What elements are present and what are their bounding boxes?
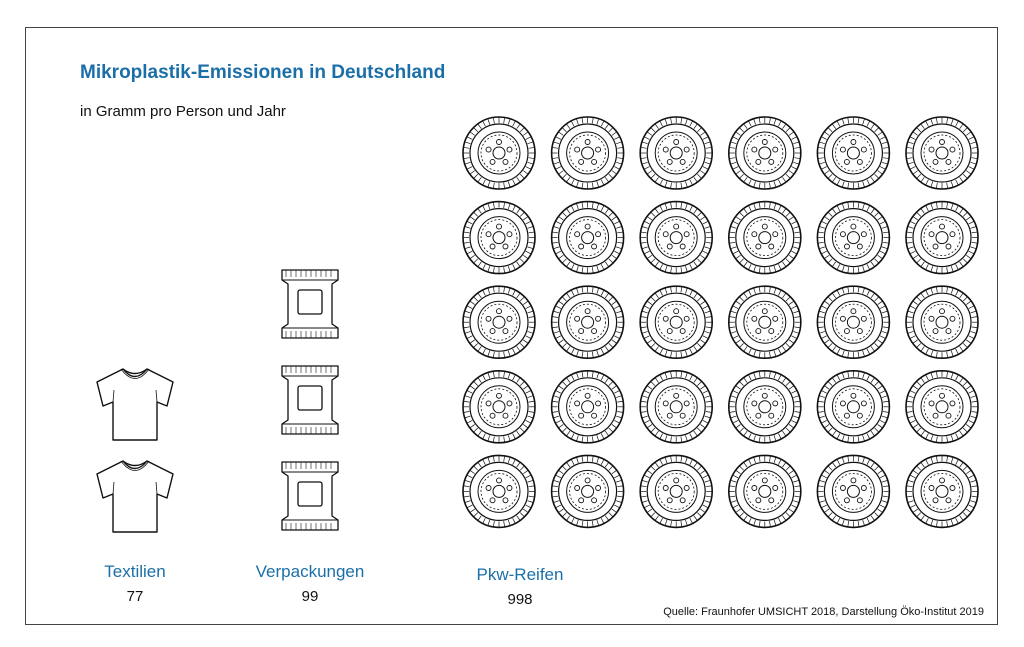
packaging-icon (282, 462, 338, 530)
chart-title: Mikroplastik-Emissionen in Deutschland (80, 62, 446, 83)
tire-icon (729, 202, 801, 274)
t-shirt-icon (97, 369, 173, 440)
tire-icon (552, 202, 624, 274)
category-textilien (55, 562, 215, 605)
tire-icon (640, 371, 712, 443)
tire-icon (817, 202, 889, 274)
category-label: Textilien (104, 562, 166, 581)
tire-icon (817, 455, 889, 527)
tire-icon (729, 371, 801, 443)
tire-icon (552, 286, 624, 358)
category-value: 99 (301, 588, 319, 605)
tire-icon (817, 117, 889, 189)
tire-icon (729, 286, 801, 358)
tire-icon (906, 455, 978, 527)
tire-icon (463, 286, 535, 358)
tire-icon (906, 202, 978, 274)
category-value: 77 (126, 588, 144, 605)
category-pkw-reifen (440, 565, 600, 608)
chart-subtitle: in Gramm pro Person und Jahr (80, 103, 286, 120)
category-verpackungen (230, 562, 390, 605)
tire-icon (906, 117, 978, 189)
category-value: 998 (507, 591, 533, 608)
category-label: Pkw-Reifen (476, 565, 564, 584)
category-label: Verpackungen (255, 562, 365, 581)
tire-icon (817, 286, 889, 358)
packaging-icon (282, 270, 338, 338)
tire-icon (552, 371, 624, 443)
t-shirt-icon (97, 461, 173, 532)
tire-icon (463, 117, 535, 189)
tire-icon (906, 286, 978, 358)
tire-icon (906, 371, 978, 443)
tire-icon (817, 371, 889, 443)
tire-icon (729, 117, 801, 189)
tire-icon (640, 202, 712, 274)
tire-icon (463, 455, 535, 527)
tire-icon (640, 117, 712, 189)
packaging-icon (282, 366, 338, 434)
tire-icon (463, 202, 535, 274)
tire-icon (729, 455, 801, 527)
tire-icon (463, 371, 535, 443)
source-note: Quelle: Fraunhofer UMSICHT 2018, Darstellung Öko-Institut 2019 (663, 606, 984, 618)
tire-icon (552, 117, 624, 189)
tire-icon (552, 455, 624, 527)
tire-icon (640, 455, 712, 527)
tire-icon (640, 286, 712, 358)
